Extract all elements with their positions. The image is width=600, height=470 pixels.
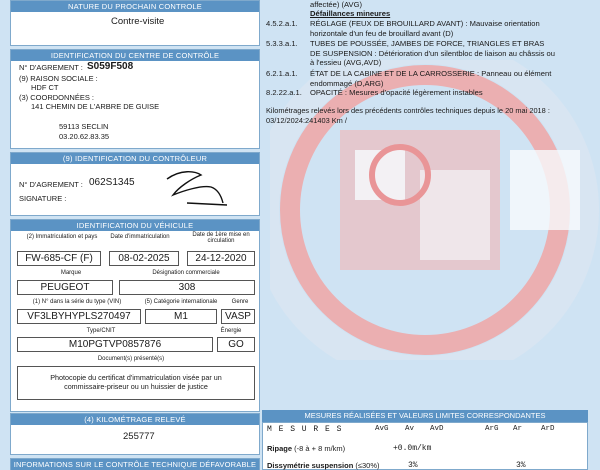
defect-label-4: OPACITÉ : [310,88,347,97]
defect-code-2: 5.3.3.a.1. [266,39,298,48]
docs-field: Photocopie du certificat d'immatriculation visée par un commissaire-priseur ou un huissier de justice [17,366,255,400]
centre-coord-label: (3) COORDONNÉES : [19,93,95,102]
marque-label: Marque [60,270,82,276]
defects-title: Défaillances mineures [310,9,391,18]
km-value: 255777 [123,431,155,442]
defect-code-3: 6.2.1.a.1. [266,69,298,78]
type-label: Type/CNIT [86,328,116,334]
info-header: INFORMATIONS SUR LE CONTRÔLE TECHNIQUE DÉFAVORABLE [11,459,259,470]
categorie-field: M1 [145,309,217,324]
next-visit-value: Contre-visite [111,16,165,27]
centre-phone: 03.20.62.83.35 [59,132,110,141]
date-first-label: Date de 1ère mise en circulation [192,232,250,244]
centre-agrement: S059F508 [87,61,134,72]
controleur-box [10,152,260,216]
col-arg: ArG [485,425,499,433]
row-dissymetrie-limit: (≤30%) [355,461,380,470]
centre-city: 59113 SECLIN [59,122,109,131]
next-visit-header: NATURE DU PROCHAIN CONTROLE [11,1,259,12]
defect-code-4: 8.2.22.a.1. [266,88,302,97]
signature-icon [161,165,231,209]
vehicule-header: IDENTIFICATION DU VÉHICULE [11,220,259,231]
col-avd: AvD [430,425,444,433]
designation-label: Désignation commerciale [152,270,220,276]
defect-text-1 [310,19,555,38]
genre-field: VASP [221,309,255,324]
col-ard: ArD [541,425,555,433]
designation-field: 308 [119,280,255,295]
row-ripage-label: Ripage [267,444,293,453]
centre-box [10,49,260,149]
defect-label-1: RÉGLAGE (FEUX DE BROUILLARD AVANT) : [310,19,468,28]
col-av: Av [405,425,415,433]
defects-top-line: affectée) (AVG) [310,0,363,9]
defect-text-4 [310,88,555,98]
defect-desc-2: Détérioration d'un silentbloc de liaison au châssis ou à l'essieu (AVG,AVD) [310,48,556,67]
row-ripage-limit: (-8 à + 8 m/km) [294,444,346,453]
immat-field: FW-685-CF (F) [17,251,101,266]
defect-code-1: 4.5.2.a.1. [266,19,298,28]
date-first-field: 24-12-2020 [187,251,255,266]
mesures-title: M E S U R E S [267,425,343,434]
dissymetrie-av-value: 3% [408,461,418,470]
ripage-av-value: +0.0m/km [393,444,432,453]
date-immat-field: 08-02-2025 [109,251,179,266]
defect-text-2 [310,39,555,68]
defect-label-2: TUBES DE POUSSÉE, JAMBES DE FORCE, TRIANGLES ET BRAS DE SUSPENSION : [310,39,545,58]
genre-label: Genre [231,299,249,305]
km-history: Kilométrages relevés lors des précédents contrôles techniques depuis le 20 mai 2018 : 03/12/2024:241403 Km / [266,106,550,125]
col-ar: Ar [513,425,523,433]
row-ripage [267,444,345,453]
centre-raison: HDF CT [31,83,59,92]
controleur-agrement-label: N° D'AGREMENT : [19,180,83,189]
defect-label-3: ÉTAT DE LA CABINE ET DE LA CARROSSERIE : [310,69,480,78]
utac-watermark-icon [270,60,600,360]
centre-agrement-label: N° D'AGREMENT : [19,63,83,72]
centre-raison-label: (9) RAISON SOCIALE : [19,74,98,83]
info-box [10,458,260,470]
centre-header: IDENTIFICATION DU CENTRE DE CONTRÔLE [11,50,259,61]
mesures-box [262,422,588,470]
vin-field: VF3LBYHYPLS270497 [17,309,141,324]
dissymetrie-ar-value: 3% [516,461,526,470]
vehicule-box [10,219,260,412]
signature-label: SIGNATURE : [19,194,67,203]
marque-field: PEUGEOT [17,280,113,295]
row-dissymetrie [267,461,380,470]
km-box [10,413,260,455]
next-visit-box [10,0,260,46]
controleur-header: (9) IDENTIFICATION DU CONTRÔLEUR [11,153,259,164]
col-avg: AvG [375,425,389,433]
immat-label: (2) Immatriculation et pays [26,234,98,240]
row-dissymetrie-label: Dissymétrie suspension [267,461,354,470]
energie-label: Énergie [220,328,242,334]
date-immat-label: Date d'immatriculation [110,234,170,240]
vin-label: (1) N° dans la série du type (VIN) [32,299,122,305]
defect-desc-4: Mesures d'opacité légèrement instables [349,88,483,97]
mesures-header: MESURES RÉALISÉES ET VALEURS LIMITES CORRESPONDANTES [262,410,588,422]
defect-desc-3: Panneau ou élément endommagé (D,ARG) [310,69,552,88]
categorie-label: (5) Catégorie internationale [144,299,218,305]
type-field: M10PGTVP0857876 [17,337,213,352]
centre-address: 141 CHEMIN DE L'ARBRE DE GUISE [31,102,160,111]
defect-desc-1: Mauvaise orientation horizontale d'un feu de brouillard avant (D) [310,19,540,38]
controleur-agrement: 062S1345 [89,177,135,188]
km-header: (4) KILOMÉTRAGE RELEVÉ [11,414,259,425]
energie-field: GO [217,337,255,352]
docs-label: Document(s) présenté(s) [97,356,165,362]
defect-text-3 [310,69,555,88]
